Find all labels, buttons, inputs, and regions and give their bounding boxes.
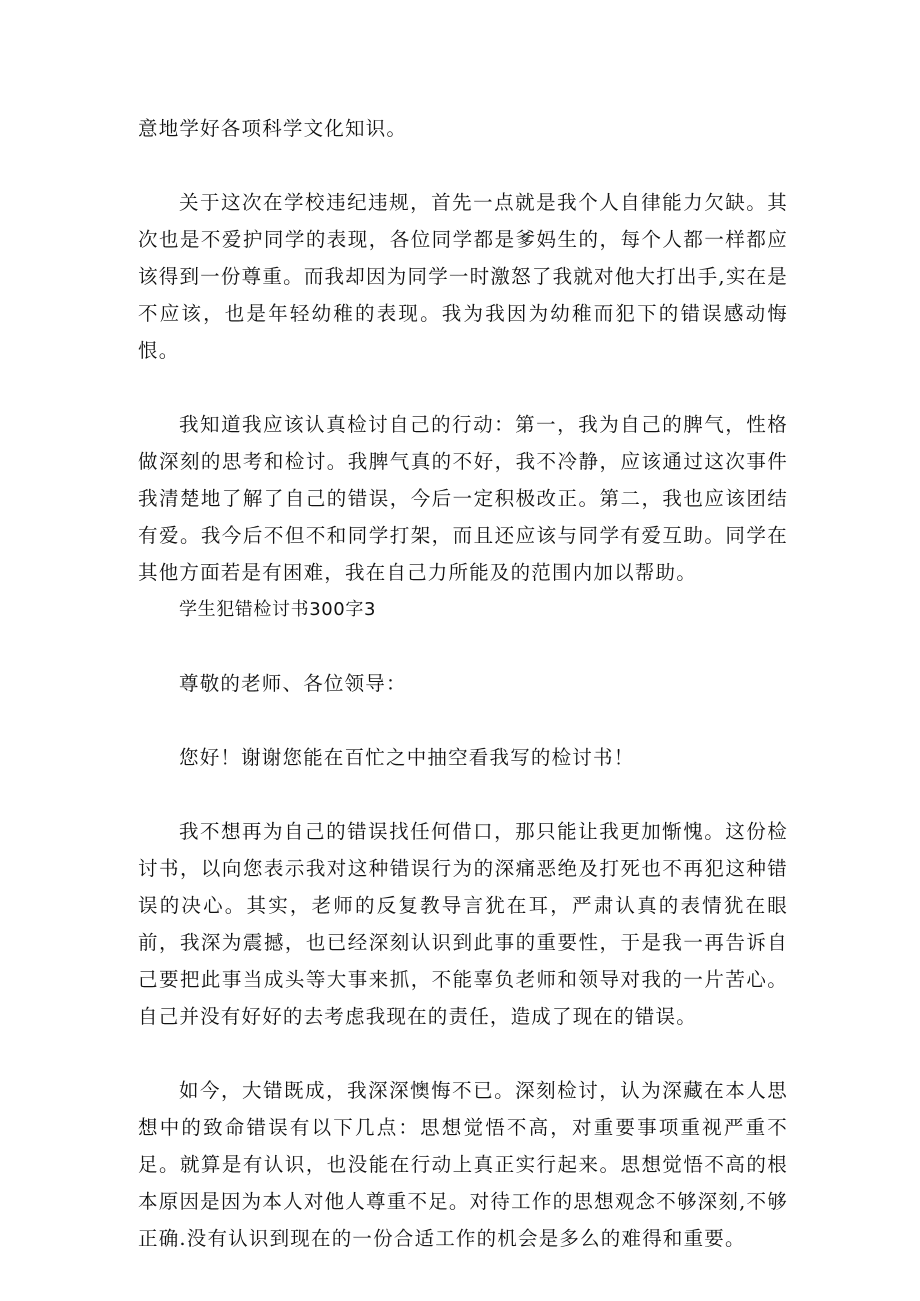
paragraph-continuation: 意地学好各项科学文化知识。	[138, 117, 408, 140]
paragraph-regret: 如今，大错既成，我深深懊悔不已。深刻检讨，认为深藏在本人思想中的致命错误有以下几点：思想觉悟不高，对重要事项重视严重不足。就算是有认识，也没能在行动上真正实行起来。思想觉悟不高的根本原因是因为本人对他人尊重不足。对待工作的思想观念不够深刻,不够正确.没有认识到现在的一份合适工作的机会是多么的难得和重要。	[138, 1079, 788, 1250]
document-body	[138, 110, 788, 1294]
paragraph-self-review: 我知道我应该认真检讨自己的行动：第一，我为自己的脾气，性格做深刻的思考和检讨。我脾气真的不好，我不冷静，应该通过这次事件我清楚地了解了自己的错误，今后一定积极改正。第二，我也应该团结有爱。我今后不但不和同学打架，而且还应该与同学有爱互助。同学在其他方面若是有困难，我在自己力所能及的范围内加以帮助。	[138, 413, 788, 584]
paragraph-no-excuses: 我不想再为自己的错误找任何借口，那只能让我更加惭愧。这份检讨书，以向您表示我对这种错误行为的深痛恶绝及打死也不再犯这种错误的决心。其实，老师的反复教导言犹在耳，严肃认真的表情犹在眼前，我深为震撼，也已经深刻认识到此事的重要性，于是我一再告诉自己要把此事当成头等大事来抓，不能辜负老师和领导对我的一片苦心。自己并没有好好的去考虑我现在的责任，造成了现在的错误。	[138, 820, 788, 1028]
salutation: 尊敬的老师、各位领导：	[179, 672, 407, 695]
section-title: 学生犯错检讨书300字3	[179, 599, 377, 620]
paragraph-violation: 关于这次在学校违纪违规，首先一点就是我个人自律能力欠缺。其次也是不爱护同学的表现，各位同学都是爹妈生的，每个人都一样都应该得到一份尊重。而我却因为同学一时激怒了我就对他大打出手,实在是不应该，也是年轻幼稚的表现。我为我因为幼稚而犯下的错误感动悔恨。	[138, 191, 788, 362]
greeting: 您好！谢谢您能在百忙之中抽空看我写的检讨书！	[179, 746, 635, 769]
